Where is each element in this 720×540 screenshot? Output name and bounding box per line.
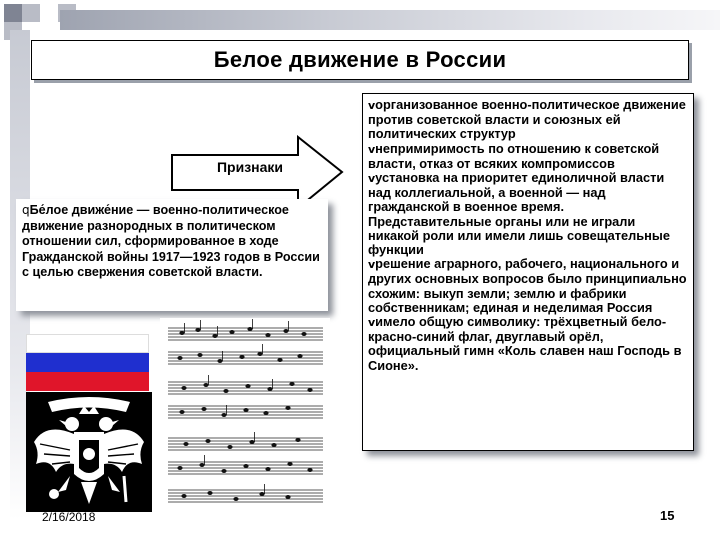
feature-bullet: v [368, 316, 376, 330]
decor-square [22, 4, 40, 22]
sheet-music-image [160, 318, 330, 514]
feature-item [368, 171, 688, 257]
feature-text: решение аграрного, рабочего, национального и других основных вопросов было принципиально схожим: выкуп земли; землю и фабрики собственникам; единая и неделимая Россия [368, 256, 687, 315]
definition-text: — военно-политическое движение разнородных в политическом отношении сил, сформированное в ходе Гражданской войны 1917—1923 годов в России с целью свержения советской власти. [22, 203, 320, 279]
feature-text: непримиримость по отношению к советской власти, отказ от всяких компромиссов [368, 140, 660, 171]
flag-blue-stripe [26, 353, 149, 372]
decor-square [40, 4, 58, 22]
feature-item [368, 142, 688, 171]
feature-bullet: v [368, 99, 376, 112]
feature-bullet: v [368, 172, 376, 186]
feature-text: установка на приоритет единоличной власти над коллегиальной, а военной — над гражданской в военное время. Представительные органы или не играли никакой роли или имели лишь совещательные функции [368, 170, 670, 258]
feature-text: имело общую символику: трёхцветный бело-красно-синий флаг, двуглавый орёл, официальный гимн «Коль славен наш Господь в Сионе». [368, 314, 682, 373]
feature-item [368, 257, 688, 315]
feature-bullet: v [368, 142, 376, 156]
flag-red-stripe [26, 372, 149, 391]
feature-text: организованное военно-политическое движение против советской власти и союзных ей политических структур [368, 97, 686, 142]
flag-white-stripe [26, 334, 149, 353]
coat-of-arms-icon [26, 392, 152, 512]
slide-title: Белое движение в России [213, 47, 507, 72]
features-box [362, 93, 694, 451]
feature-item [368, 315, 688, 373]
definition-bullet: q [22, 203, 30, 217]
feature-bullet: v [368, 258, 376, 272]
top-gradient-bar [60, 10, 720, 30]
decor-square [4, 4, 22, 22]
feature-item [368, 98, 688, 142]
title-box [31, 40, 689, 80]
definition-term: Бе́лое движе́ние [29, 203, 134, 217]
page-number: 15 [660, 508, 675, 523]
definition-box [16, 199, 328, 311]
russian-tricolor-flag [26, 334, 149, 391]
arrow-label: Признаки [216, 159, 284, 175]
slide-date: 2/16/2018 [42, 510, 96, 524]
